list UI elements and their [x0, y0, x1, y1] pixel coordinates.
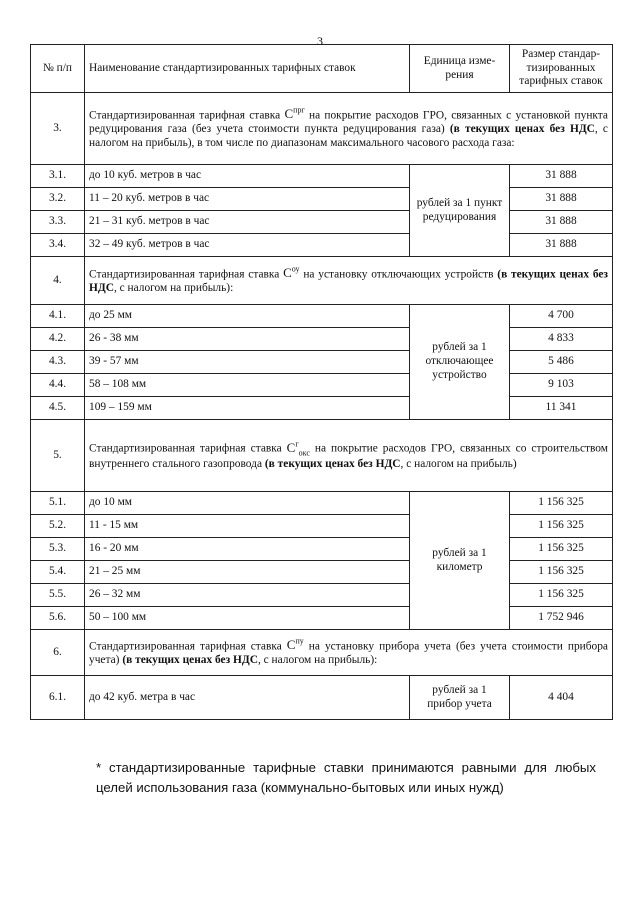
section-row	[31, 420, 613, 492]
tariff-symbol	[283, 265, 299, 280]
table-row	[31, 328, 613, 351]
header-unit: Единица изме-рения	[410, 45, 510, 93]
section-text-end: , с налогом на прибыль):	[257, 654, 378, 667]
section-text-bold: (в текущих ценах без НДС	[264, 457, 401, 470]
row-name: 26 – 32 мм	[85, 584, 410, 607]
tariff-symbol	[284, 106, 304, 121]
row-number: 4.2.	[31, 328, 85, 351]
section-text-pre: Стандартизированная тарифная ставка	[89, 268, 280, 281]
row-number: 4.5.	[31, 397, 85, 420]
row-value: 9 103	[510, 374, 613, 397]
table-row	[31, 211, 613, 234]
unit-cell: рублей за 1 пункт редуцирования	[410, 165, 510, 257]
table-row	[31, 538, 613, 561]
section-text-bold: (в текущих ценах без НДС	[122, 654, 258, 667]
tariff-symbol-sup: пу	[295, 636, 304, 646]
footnote: * стандартизированные тарифные ставки принимаются равными для любых целей использования газа (коммунально-бытовых или иных нужд)	[96, 760, 596, 795]
section-number: 6.	[31, 630, 85, 676]
section-text-post: на установку отключающих устройств	[303, 268, 494, 281]
row-value: 11 341	[510, 397, 613, 420]
tariff-symbol	[287, 637, 304, 652]
row-name: 32 – 49 куб. метров в час	[85, 234, 410, 257]
section-number: 3.	[31, 93, 85, 165]
row-number: 5.3.	[31, 538, 85, 561]
row-number: 4.4.	[31, 374, 85, 397]
table-row	[31, 305, 613, 328]
row-value: 31 888	[510, 165, 613, 188]
tariff-symbol-base: С	[286, 637, 296, 653]
tariff-symbol-base: С	[284, 106, 294, 122]
row-name: 21 – 25 мм	[85, 561, 410, 584]
row-name: до 42 куб. метра в час	[85, 676, 410, 720]
table-row	[31, 584, 613, 607]
table-row	[31, 188, 613, 211]
row-value: 4 404	[510, 676, 613, 720]
row-name: 50 – 100 мм	[85, 607, 410, 630]
section-text-post: на установку прибора учета (без учета стоимости прибора учета)	[89, 640, 608, 667]
row-number: 5.5.	[31, 584, 85, 607]
row-number: 5.4.	[31, 561, 85, 584]
tariff-symbol-sup: г	[295, 439, 299, 449]
row-number: 3.3.	[31, 211, 85, 234]
row-value: 4 700	[510, 305, 613, 328]
section-row	[31, 630, 613, 676]
table-row	[31, 351, 613, 374]
table-row	[31, 561, 613, 584]
row-value: 1 156 325	[510, 515, 613, 538]
section-text-end: , с налогом на прибыль)	[400, 457, 517, 470]
unit-cell: рублей за 1 прибор учета	[410, 676, 510, 720]
row-value: 1 156 325	[510, 584, 613, 607]
tariff-table	[30, 44, 613, 720]
section-text-post: на покрытие расходов ГРО, связанных с установкой пункта редуцирования газа (без учета стоимости пункта редуцирования газа)	[89, 109, 608, 136]
row-number: 4.3.	[31, 351, 85, 374]
row-name: 109 – 159 мм	[85, 397, 410, 420]
section-row	[31, 93, 613, 165]
row-number: 5.6.	[31, 607, 85, 630]
tariff-symbol	[286, 439, 310, 458]
row-number: 3.4.	[31, 234, 85, 257]
section-text-pre: Стандартизированная тарифная ставка	[89, 640, 282, 653]
table-row	[31, 374, 613, 397]
row-name: 26 - 38 мм	[85, 328, 410, 351]
table-row	[31, 492, 613, 515]
tariff-symbol-base: С	[286, 439, 296, 455]
section-description	[85, 93, 613, 165]
section-text-post: на покрытие расходов ГРО, связанных со строительством внутреннего стального газопровода	[89, 442, 608, 470]
tariff-symbol-base: С	[283, 265, 292, 281]
header-size: Размер стандар-тизированных тарифных ставок	[510, 45, 613, 93]
table-row	[31, 607, 613, 630]
section-text-pre: Стандартизированная тарифная ставка	[89, 109, 281, 122]
row-name: 58 – 108 мм	[85, 374, 410, 397]
row-name: 39 - 57 мм	[85, 351, 410, 374]
section-row	[31, 257, 613, 305]
row-value: 1 156 325	[510, 561, 613, 584]
section-description	[85, 420, 613, 492]
row-value: 31 888	[510, 188, 613, 211]
unit-cell: рублей за 1 отключающее устройство	[410, 305, 510, 420]
section-text-end: , с налогом на прибыль):	[113, 282, 234, 295]
tariff-symbol-sup: оу	[291, 264, 300, 274]
tariff-symbol-sup: прг	[293, 105, 305, 115]
section-description	[85, 257, 613, 305]
section-number: 5.	[31, 420, 85, 492]
row-value: 1 156 325	[510, 538, 613, 561]
header-name: Наименование стандартизированных тарифных ставок	[85, 45, 410, 93]
row-value: 1 752 946	[510, 607, 613, 630]
row-name: 11 – 20 куб. метров в час	[85, 188, 410, 211]
row-name: 21 – 31 куб. метров в час	[85, 211, 410, 234]
row-number: 5.1.	[31, 492, 85, 515]
row-value: 1 156 325	[510, 492, 613, 515]
row-value: 31 888	[510, 234, 613, 257]
row-name: 16 - 20 мм	[85, 538, 410, 561]
section-number: 4.	[31, 257, 85, 305]
row-number: 6.1.	[31, 676, 85, 720]
row-number: 4.1.	[31, 305, 85, 328]
section-text-end: , с налогом на прибыль), в том числе по диапазонам максимального часового расхода газа:	[89, 123, 608, 150]
table-row	[31, 165, 613, 188]
row-value: 31 888	[510, 211, 613, 234]
table-row	[31, 397, 613, 420]
row-number: 3.2.	[31, 188, 85, 211]
header-num: № п/п	[31, 45, 85, 93]
section-text-bold: (в текущих ценах без НДС	[89, 268, 608, 295]
row-name: до 10 мм	[85, 492, 410, 515]
table-row	[31, 676, 613, 720]
table-row	[31, 234, 613, 257]
tariff-symbol-sub: окс	[298, 448, 310, 458]
row-name: до 25 мм	[85, 305, 410, 328]
table-row	[31, 515, 613, 538]
row-number: 3.1.	[31, 165, 85, 188]
row-name: 11 - 15 мм	[85, 515, 410, 538]
table-header-row	[31, 45, 613, 93]
row-name: до 10 куб. метров в час	[85, 165, 410, 188]
section-text-pre: Стандартизированная тарифная ставка	[89, 442, 282, 455]
section-description	[85, 630, 613, 676]
row-number: 5.2.	[31, 515, 85, 538]
unit-cell: рублей за 1 километр	[410, 492, 510, 630]
row-value: 4 833	[510, 328, 613, 351]
row-value: 5 486	[510, 351, 613, 374]
page-number: 3	[317, 34, 323, 48]
section-text-bold: (в текущих ценах без НДС	[449, 123, 595, 136]
